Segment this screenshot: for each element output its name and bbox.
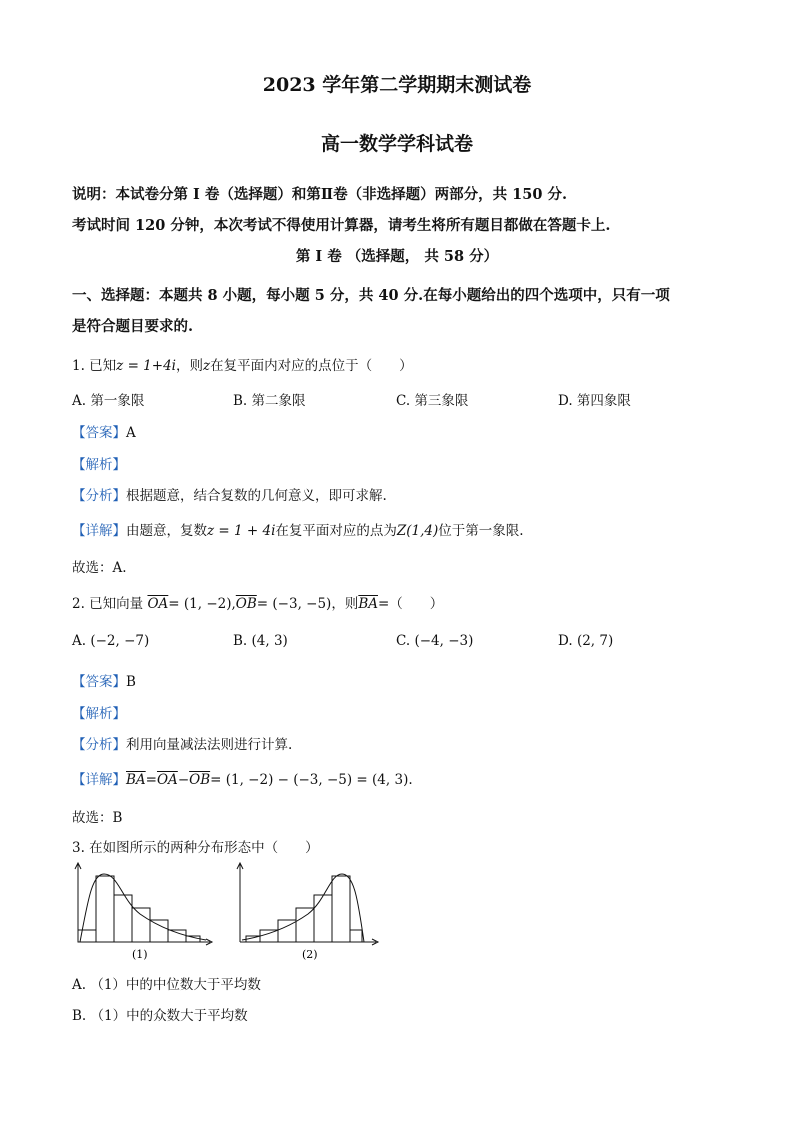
q2-option-b-label: B. <box>233 633 248 649</box>
q3-figure-1 <box>70 860 220 965</box>
q2-val-oa: = (1, −2), <box>168 596 236 612</box>
q2-fenxi <box>72 733 292 753</box>
q2-stem-pre: 2. 已知向量 <box>72 596 144 612</box>
q1-option-d: D. 第四象限 <box>558 393 631 409</box>
q2-detail-eq: = <box>145 772 157 788</box>
fig2-bar <box>296 908 314 942</box>
q1-detail-post: 位于第一象限. <box>438 523 524 539</box>
q2-option-c <box>396 633 473 649</box>
q2-detail-vec-ba: $\overline{BA}$ <box>126 772 146 788</box>
fig1-label: (1) <box>132 948 148 961</box>
fig1-bar <box>150 920 168 942</box>
q1-detail <box>72 519 524 539</box>
q2-stem-post: =（ ） <box>378 596 444 612</box>
q1-option-a: A. 第一象限 <box>72 393 145 409</box>
q1-detail-point: Z(1,4) <box>396 523 439 539</box>
q3-figure-2 <box>236 860 386 965</box>
q1-choose: 故选：A. <box>72 560 127 576</box>
intro-line-1: 说明：本试卷分第 I 卷（选择题）和第Ⅱ卷（非选择题）两部分，共 150 分. <box>72 186 568 203</box>
q1-stem-z: z <box>203 358 211 374</box>
q2-option-d-value: (2, 7) <box>576 633 614 649</box>
q2-vec-oa: $\overline{OA}$ <box>147 596 169 612</box>
q2-stem-mid: ，则 <box>331 596 359 612</box>
q1-answer <box>72 421 136 441</box>
q2-option-d <box>558 633 613 649</box>
section-heading: 第 I 卷 （选择题， 共 58 分） <box>295 248 499 265</box>
q1-analysis-tag: 【解析】 <box>72 457 126 473</box>
q2-vec-ba: $\overline{BA}$ <box>358 596 378 612</box>
fig2-label: (2) <box>302 948 318 961</box>
fig1-bar <box>132 908 150 942</box>
q2-detail <box>72 768 413 788</box>
q3-option-a: A. （1）中的中位数大于平均数 <box>72 977 261 993</box>
q1-stem <box>72 354 413 374</box>
q2-detail-rest: = (1, −2) − (−3, −5) = (4, 3). <box>210 772 413 788</box>
q2-option-d-label: D. <box>558 633 573 649</box>
q2-answer-value: B <box>126 674 136 690</box>
q2-choose: 故选：B <box>72 810 123 826</box>
q2-option-a <box>72 633 149 649</box>
detail-tag: 【详解】 <box>72 772 126 788</box>
q2-option-b <box>233 633 288 649</box>
answer-tag: 【答案】 <box>72 425 126 441</box>
detail-tag: 【详解】 <box>72 523 126 539</box>
q2-option-b-value: (4, 3) <box>251 633 288 649</box>
q2-val-ob: = (−3, −5) <box>256 596 332 612</box>
q1-option-b: B. 第二象限 <box>233 393 306 409</box>
q1-stem-post: 在复平面内对应的点位于（ ） <box>210 358 413 374</box>
q2-detail-minus: − <box>177 772 190 788</box>
part1-line-1: 一、选择题：本题共 8 小题，每小题 5 分，共 40 分.在每小题给出的四个选项中，只有一项 <box>72 287 670 304</box>
q1-detail-eq: z = 1 + 4i <box>207 523 276 539</box>
q1-detail-mid: 在复平面对应的点为 <box>275 523 397 539</box>
q2-option-c-label: C. <box>396 633 411 649</box>
q1-fenxi <box>72 484 387 504</box>
intro-line-2: 考试时间 120 分钟，本次考试不得使用计算器，请考生将所有题目都做在答题卡上. <box>72 217 611 234</box>
q1-answer-value: A <box>126 425 136 441</box>
q2-vec-ob: $\overline{OB}$ <box>235 596 257 612</box>
q2-option-a-label: A. <box>72 633 87 649</box>
fig2-bar <box>350 930 362 942</box>
fig2-bar <box>260 930 278 942</box>
fig1-bar <box>168 930 186 942</box>
exam-title: 2023 学年第二学期期末测试卷 <box>262 74 532 96</box>
q2-detail-vec-oa: $\overline{OA}$ <box>156 772 178 788</box>
exam-subtitle: 高一数学学科试卷 <box>320 133 473 155</box>
q3-stem: 3. 在如图所示的两种分布形态中（ ） <box>72 840 319 856</box>
q2-fenxi-text: 利用向量减法法则进行计算. <box>126 737 293 753</box>
q2-detail-vec-ob: $\overline{OB}$ <box>189 772 211 788</box>
q2-analysis-tag: 【解析】 <box>72 706 126 722</box>
q1-option-c: C. 第三象限 <box>396 393 469 409</box>
fenxi-tag: 【分析】 <box>72 488 126 504</box>
q1-detail-pre: 由题意，复数 <box>126 523 207 539</box>
fig2-bar <box>314 895 332 942</box>
part1-line-2: 是符合题目要求的. <box>72 318 194 335</box>
q1-stem-eq: z = 1+4i <box>116 358 176 374</box>
q3-option-b: B. （1）中的众数大于平均数 <box>72 1008 248 1024</box>
q2-answer <box>72 670 136 690</box>
q2-stem <box>72 592 443 612</box>
fenxi-tag: 【分析】 <box>72 737 126 753</box>
q2-option-c-value: (−4, −3) <box>414 633 474 649</box>
q1-stem-pre: 1. 已知 <box>72 358 117 374</box>
fig2-bar <box>332 876 350 942</box>
q1-fenxi-text: 根据题意，结合复数的几何意义，即可求解. <box>126 488 387 504</box>
q2-option-a-value: (−2, −7) <box>90 633 150 649</box>
fig1-bar <box>96 876 114 942</box>
q1-stem-mid: ，则 <box>176 358 203 374</box>
answer-tag: 【答案】 <box>72 674 126 690</box>
